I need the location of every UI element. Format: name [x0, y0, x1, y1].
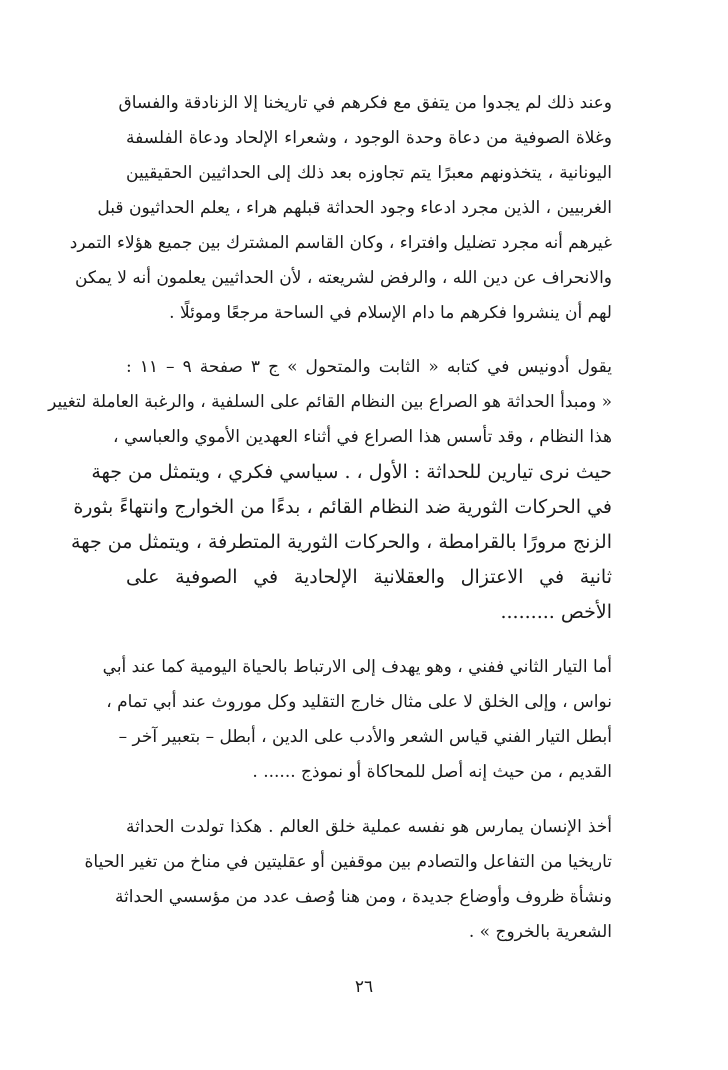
- text-line: تاريخيا من التفاعل والتصادم بين موقفين أو عقليتين في مناخ من تغير الحياة: [84, 852, 612, 872]
- text-line: « ومبدأ الحداثة هو الصراع بين النظام القائم على السلفية ، والرغبة العاملة لتغيير: [48, 392, 612, 412]
- text-line: اليونانية ، يتخذونهم معبرًا يتم تجاوزه بعد ذلك إلى الحداثيين الحقيقيين: [126, 163, 612, 183]
- text-line: غيرهم أنه مجرد تضليل وافتراء ، وكان القاسم المشترك بين جميع هؤلاء التمرد: [69, 233, 612, 253]
- text-line: الشعرية بالخروج » .: [468, 922, 612, 942]
- text-line: أما التيار الثاني ففني ، وهو يهدف إلى الارتباط بالحياة اليومية كما عند أبي: [102, 657, 612, 677]
- text-line: ثانية في الاعتزال والعقلانية الإلحادية في الصوفية على: [126, 566, 612, 588]
- text-line: أخذ الإنسان يمارس هو نفسه عملية خلق العالم . هكذا تولدت الحداثة: [126, 817, 612, 837]
- text-line: وعند ذلك لم يجدوا من يتفق مع فكرهم في تاريخنا إلا الزنادقة والفساق: [118, 93, 612, 113]
- text-line: نواس ، وإلى الخلق لا على مثال خارج التقليد وكل موروث عند أبي تمام ،: [106, 692, 612, 712]
- text-line: هذا النظام ، وقد تأسس هذا الصراع في أثناء العهدين الأموي والعباسي ،: [113, 427, 612, 447]
- text-line: الأخص .........: [500, 601, 612, 623]
- text-line: أبطل التيار الفني قياس الشعر والأدب على الدين ، أبطل – بتعبير آخر –: [118, 727, 612, 747]
- text-line: في الحركات الثورية ضد النظام القائم ، بدءًا من الخوارج وانتهاءً بثورة: [73, 496, 612, 518]
- text-line: القديم ، من حيث إنه أصل للمحاكاة أو نموذج ...... .: [252, 762, 612, 782]
- text-line: يقول أدونيس في كتابه « الثابت والمتحول » ج ٣ صفحة ٩ – ١١ :: [126, 357, 612, 377]
- text-line: والانحراف عن دين الله ، والرفض لشريعته ، لأن الحداثيين يعلمون أنه لا يمكن: [74, 268, 612, 288]
- text-line: وغلاة الصوفية من دعاة وحدة الوجود ، وشعراء الإلحاد ودعاة الفلسفة: [126, 128, 612, 148]
- page-number: ٢٦: [354, 977, 374, 997]
- text-line: الغربيين ، الذين مجرد ادعاء وجود الحداثة قبلهم هراء ، يعلم الحداثيون قبل: [97, 198, 612, 218]
- text-line: الزنج مرورًا بالقرامطة ، والحركات الثورية المتطرفة ، ويتمثل من جهة: [71, 531, 612, 553]
- text-line: ونشأة ظروف وأوضاع جديدة ، ومن هنا وُصف عدد من مؤسسي الحداثة: [114, 887, 612, 907]
- text-line: حيث نرى تيارين للحداثة : الأول ، . سياسي فكري ، ويتمثل من جهة: [91, 461, 612, 483]
- text-line: لهم أن ينشروا فكرهم ما دام الإسلام في الساحة مرجعًا وموئلًا .: [169, 303, 612, 323]
